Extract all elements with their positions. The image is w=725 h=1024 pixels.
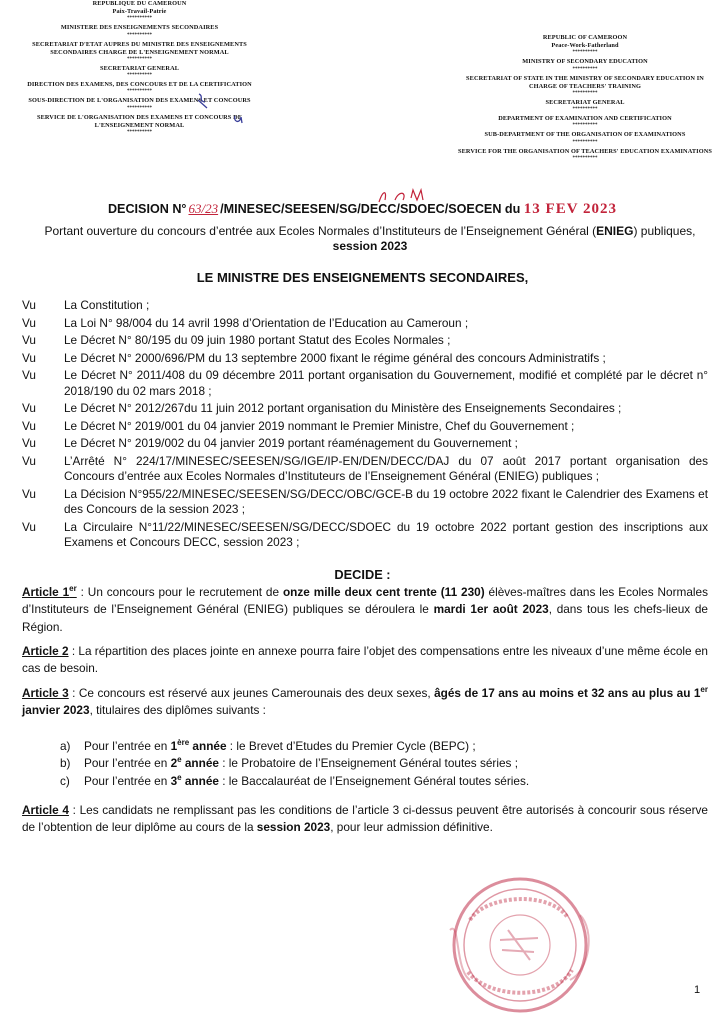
decision-reference: /MINESEC/SEESEN/SG/DECC/SDOEC/SOECEN du: [220, 202, 521, 216]
decision-number-handwritten: 63/23: [188, 201, 219, 216]
list-item: Vu La Décision N°955/22/MINESEC/SEESEN/SG/DECC/OBC/GCE-B du 19 octobre 2022 fixant le Calendrier des Examens et des Concours de la session 2023 ;: [22, 486, 708, 516]
header-right-english: REPUBLIC OF CAMEROON Peace-Work-Fatherland ********** MINISTRY OF SECONDARY EDUCATION ********** SECRETARIAT OF STATE IN THE MINISTRY OF SECONDARY EDUCATION IN CHARGE OF TEACHERS' TRAINING ********** SECRETARIAT GENERAL ********** DEPARTMENT OF EXAMINATION AND CERTIFICATION ********** SUB-DEPARTMENT OF THE ORGANISATION OF EXAMINATIONS ********** SERVICE FOR THE ORGANISATION OF TEACHERS' EDUCATION EXAMINATIONS **********: [455, 34, 715, 164]
list-item: Vu Le Décret N° 80/195 du 09 juin 1980 portant Statut des Ecoles Normales ;: [22, 333, 451, 347]
minister-heading: LE MINISTRE DES ENSEIGNEMENTS SECONDAIRES,: [196, 270, 529, 285]
vu-list: [22, 298, 708, 553]
handwritten-initial-mark: [196, 92, 210, 110]
header-secretariat-general: SECRETARIAT GENERAL: [99, 65, 180, 73]
article-3-diploma-list: [60, 738, 700, 790]
list-item: b) Pour l’entrée en 2e année : le Probatoire de l’Enseignement Général toutes séries ;: [60, 755, 518, 771]
header-ministry: MINISTERE DES ENSEIGNEMENTS SECONDAIRES: [60, 24, 219, 32]
header-country: REPUBLIC OF CAMEROON: [542, 34, 628, 41]
handwritten-initial-mark: [232, 114, 244, 126]
header-department: DEPARTMENT OF EXAMINATION AND CERTIFICATION: [498, 115, 672, 123]
decide-heading: DECIDE :: [334, 567, 391, 582]
header-ministry: MINISTRY OF SECONDARY EDUCATION: [522, 58, 648, 66]
list-item: Vu Le Décret N° 2012/267du 11 juin 2012 portant organisation du Ministère des Enseignements Secondaires ;: [22, 401, 622, 415]
list-item: Vu La Loi N° 98/004 du 14 avril 1998 d’Orientation de l’Education au Cameroun ;: [22, 315, 469, 330]
header-left-french: REPUBLIQUE DU CAMEROUN Paix-Travail-Patrie ********** MINISTERE DES ENSEIGNEMENTS SECONDAIRES ********** SECRETARIAT D'ETAT AUPRES DU MINISTRE DES ENSEIGNEMENTS SECONDAIRES CHARGE DE L'ENSEIGNEMENT NORMAL ********** SECRETARIAT GENERAL ********** DIRECTION DES EXAMENS, DES CONCOURS ET DE LA CERTIFICATION ********** SOUS-DIRECTION DE L'ORGANISATION DES EXAMENS ET CONCOURS ********** SERVICE DE L'ORGANISATION DES EXAMENS ET CONCOURS DE L'ENSEIGNEMENT NORMAL **********: [12, 0, 267, 138]
header-service: SERVICE FOR THE ORGANISATION OF TEACHERS' EDUCATION EXAMINATIONS: [458, 147, 712, 155]
decision-date-stamp: 13 FEV 2023: [523, 201, 618, 217]
decision-session: session 2023: [332, 239, 408, 253]
header-direction: DIRECTION DES EXAMENS, DES CONCOURS ET DE LA CERTIFICATION: [27, 81, 252, 89]
official-stamp-seal: [430, 860, 605, 1015]
header-country: REPUBLIQUE DU CAMEROUN: [92, 0, 187, 7]
list-item: Vu La Circulaire N°11/22/MINESEC/SEESEN/SG/DECC/SDOEC du 19 octobre 2022 portant gestion des inscriptions aux Examens et Concours DECC, session 2023 ;: [22, 519, 708, 549]
article-4: Article 4 : Les candidats ne remplissant pas les conditions de l’article 3 ci-dessus peuvent être autorisés à concourir sous réserve de l’obtention de leur diplôme au cours de la session 2023, pour leur admission définitive.: [22, 803, 708, 835]
header-secretariat-general: SECRETARIAT GENERAL: [545, 99, 625, 107]
header-secretariat-state: SECRETARIAT OF STATE IN THE MINISTRY OF SECONDARY EDUCATION IN CHARGE OF TEACHERS' TRAINING: [466, 74, 704, 90]
article-2: Article 2 : La répartition des places jointe en annexe pourra faire l’objet des compensations entre les niveaux d’une même école en cas de besoin.: [22, 644, 708, 676]
list-item: Vu La Constitution ;: [22, 298, 150, 312]
article-1: Article 1er : Un concours pour le recrutement de onze mille deux cent trente (11 230) élèves-maîtres dans les Ecoles Normales d’Instituteurs de l’Enseignement Général (ENIEG) publiques se déroulera le mardi 1er août 2023, dans tous les chefs-lieux de Région.: [22, 584, 709, 634]
list-item: Vu Le Décret N° 2019/001 du 04 janvier 2019 nommant le Premier Ministre, Chef du Gouvernement ;: [22, 418, 575, 433]
article-3: Article 3 : Ce concours est réservé aux jeunes Camerounais des deux sexes, âgés de 17 ans au moins et 32 ans au plus au 1er janvier 2023, titulaires des diplômes suivants :: [22, 685, 708, 718]
header-motto: Paix-Travail-Patrie: [112, 8, 167, 16]
decision-subtitle: Portant ouverture du concours d’entrée aux Ecoles Normales d’Instituteurs de l’Enseignement Général (ENIEG) publiques, session 2023: [44, 224, 696, 253]
list-item: Vu Le Décret N° 2011/408 du 09 décembre 2011 portant organisation du Gouvernement, modifié et complété par le décret n° 2018/190 du 02 mars 2018 ;: [22, 368, 708, 398]
list-item: Vu Le Décret N° 2000/696/PM du 13 septembre 2000 fixant le régime général des concours Administratifs ;: [22, 350, 606, 365]
list-item: c) Pour l’entrée en 3e année : le Baccalauréat de l’Enseignement Général toutes séries.: [60, 772, 530, 788]
list-item: a) Pour l’entrée en 1ère année : le Brevet d’Etudes du Premier Cycle (BEPC) ;: [60, 738, 476, 753]
header-sub-department: SUB-DEPARTMENT OF THE ORGANISATION OF EXAMINATIONS: [484, 131, 686, 139]
header-secretariat-state: SECRETARIAT D'ETAT AUPRES DU MINISTRE DES ENSEIGNEMENTS SECONDAIRES CHARGE DE L'ENSEIGNEMENT NORMAL: [32, 40, 247, 56]
header-service: SERVICE DE L'ORGANISATION DES EXAMENS ET CONCOURS DE L'ENSEIGNEMENT NORMAL: [36, 113, 243, 129]
header-motto: Peace-Work-Fatherland: [551, 42, 619, 50]
decision-title: DECISION N° 63/23 /MINESEC/SEESEN/SG/DECC/SDOEC/SOECEN du 13 FEV 2023: [107, 201, 618, 217]
page-number: 1: [694, 984, 701, 996]
list-item: Vu Le Décret N° 2019/002 du 04 janvier 2019 portant réaménagement du Gouvernement ;: [22, 436, 518, 450]
list-item: Vu L’Arrêté N° 224/17/MINESEC/SEESEN/SG/IGE/IP-EN/DEN/DECC/DAJ du 07 août 2017 portant organisation des Concours d’entrée aux Ecoles Normales d’Instituteurs de l’Enseignement Général (ENIEG) publiques ;: [22, 453, 708, 483]
header-sub-direction: SOUS-DIRECTION DE L'ORGANISATION DES EXAMENS ET CONCOURS: [28, 97, 251, 105]
